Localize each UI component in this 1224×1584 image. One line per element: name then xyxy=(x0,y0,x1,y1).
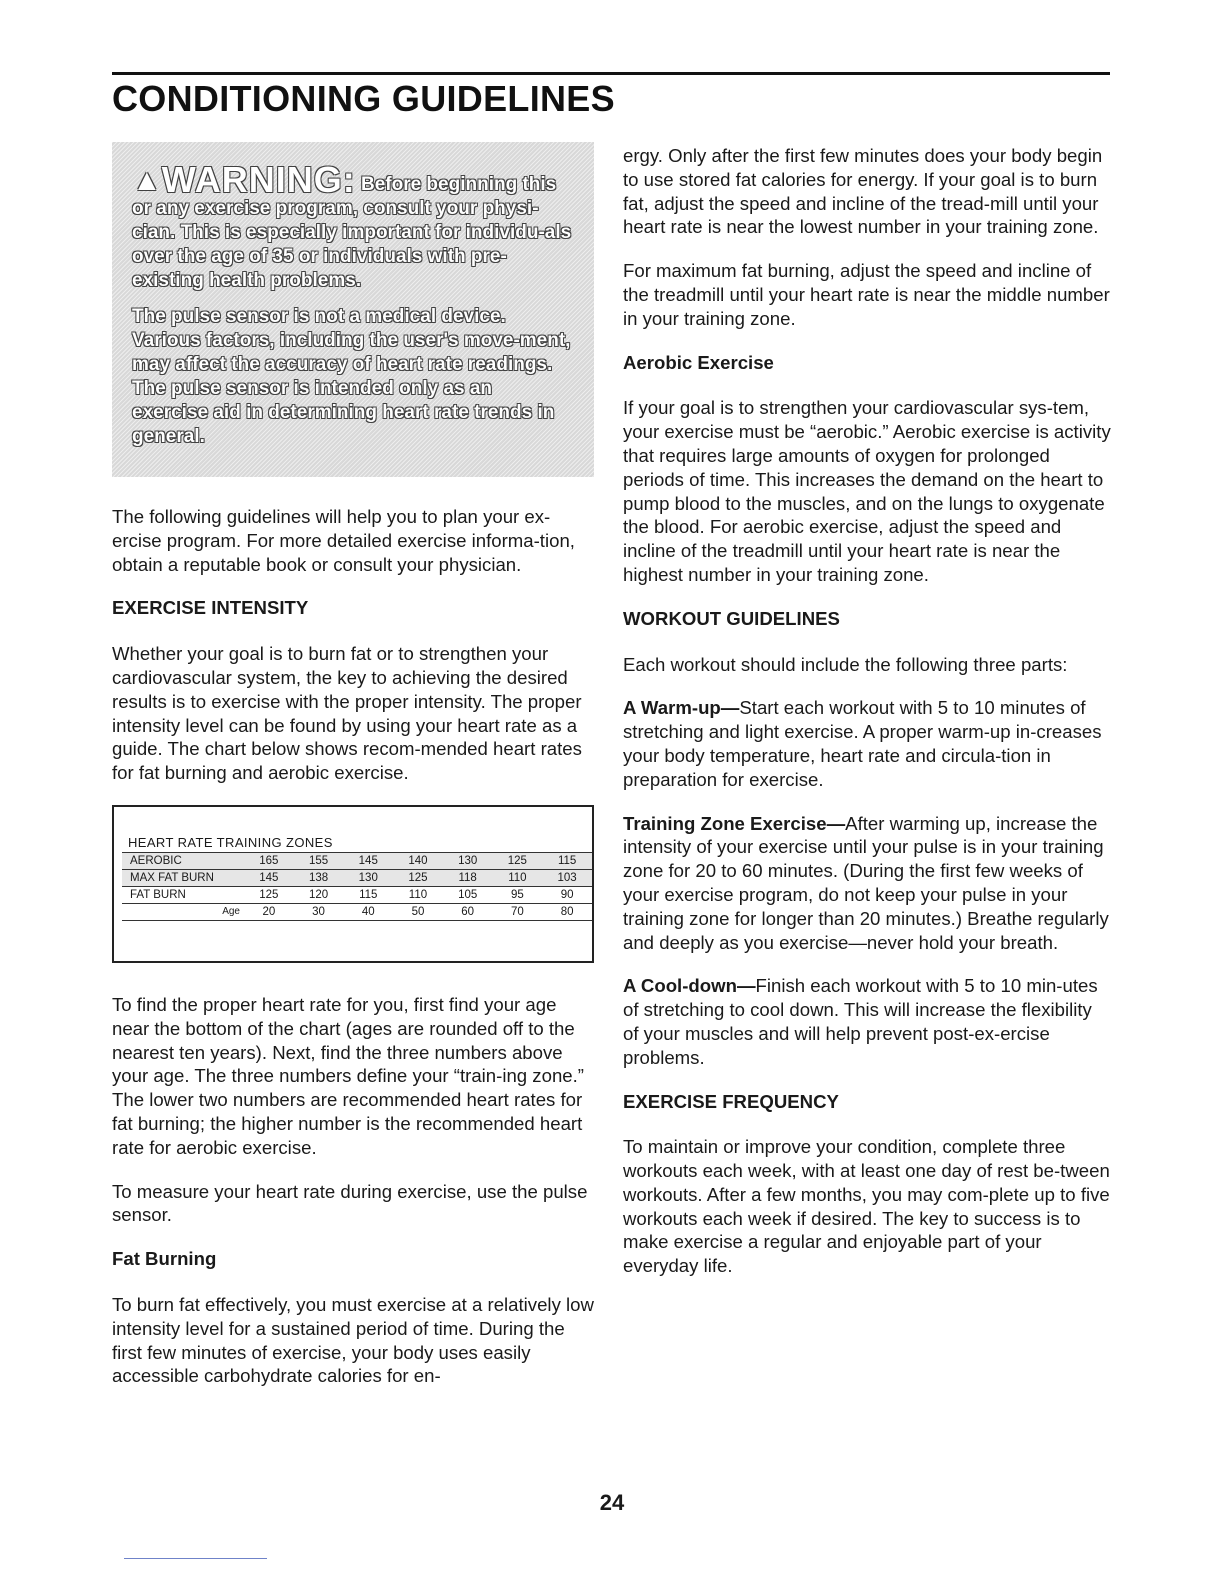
table-row-max-fat-burn xyxy=(122,869,592,886)
table-cell: 95 xyxy=(493,886,543,903)
table-row-age xyxy=(122,903,592,920)
training-zone-text: After warming up, increase the intensity of your exercise until your pulse is in your training zone for 20 to 60 minutes. (During the first few weeks of your exercise program, do not keep your pulse in your training zone for longer than 20 minutes.) Breathe regularly and deeply as you exercise—never hold your breath. xyxy=(623,812,1109,953)
cool-down-paragraph xyxy=(623,974,1111,1069)
training-zone-paragraph xyxy=(623,812,1111,955)
row-label-fat-burn: FAT BURN xyxy=(122,886,244,903)
warm-up-lead: A Warm-up— xyxy=(623,697,740,719)
warning-text-1: Before beginning this or any exercise program, consult your physi-cian. This is especially important for individu-als over the age of 35 or individuals with pre-existing health problems. xyxy=(132,174,572,291)
age-cell: 70 xyxy=(493,903,543,920)
page-number: 24 xyxy=(599,1490,625,1515)
title-rule xyxy=(112,72,1110,75)
age-cell: 30 xyxy=(294,903,344,920)
cool-down-text: Finish each workout with 5 to 10 min-utes of stretching to cool down. This will increase the flexibility of your muscles and will help prevent post-ex-ercise problems. xyxy=(623,975,1098,1068)
table-cell: 125 xyxy=(493,852,543,869)
fat-burning-paragraph-1-continued: ergy. Only after the first few minutes does your body begin to use stored fat calories for energy. If your goal is to burn fat, adjust the speed and incline of the tread-mill until your heart rate is near the lowest number in your training zone. xyxy=(623,145,1103,238)
heart-rate-table xyxy=(122,852,592,921)
warning-paragraph-2: The pulse sensor is not a medical device. Various factors, including the user's move-ment, may affect the accuracy of heart rate readings. The pulse sensor is intended only as an exercise aid in determining heart rate trends in general. xyxy=(132,306,571,447)
table-cell: 110 xyxy=(393,886,443,903)
table-cell: 105 xyxy=(443,886,493,903)
cool-down-lead: A Cool-down— xyxy=(623,975,756,997)
table-row-aerobic xyxy=(122,852,592,869)
table-row-fat-burn xyxy=(122,886,592,903)
workout-guidelines-heading: WORKOUT GUIDELINES xyxy=(623,607,840,629)
table-cell: 115 xyxy=(542,852,592,869)
table-cell: 90 xyxy=(542,886,592,903)
table-cell: 145 xyxy=(244,869,294,886)
row-label-aerobic: AEROBIC xyxy=(122,852,244,869)
table-cell: 115 xyxy=(343,886,393,903)
age-cell: 40 xyxy=(343,903,393,920)
fat-burning-paragraph-2: For maximum fat burning, adjust the speed and incline of the treadmill until your heart rate is near the middle number in your training zone. xyxy=(623,260,1110,329)
warning-word: WARNING: xyxy=(161,159,356,200)
table-cell: 125 xyxy=(393,869,443,886)
table-cell: 120 xyxy=(294,886,344,903)
left-column xyxy=(112,142,594,1408)
page-title: CONDITIONING GUIDELINES xyxy=(112,78,615,119)
exercise-intensity-heading: EXERCISE INTENSITY xyxy=(112,597,309,619)
age-cell: 50 xyxy=(393,903,443,920)
find-heart-rate-paragraph: To find the proper heart rate for you, first find your age near the bottom of the chart (ages are rounded off to the nearest ten years). Next, find the three numbers above your age. The three numbers define your “train-ing zone.” The lower two numbers are recommended heart rates for fat burning; the higher number is the recommended heart rate for aerobic exercise. xyxy=(112,993,584,1158)
exercise-intensity-paragraph: Whether your goal is to burn fat or to strengthen your cardiovascular system, the key to achieving the desired results is to exercise with the proper intensity. The proper intensity level can be found by using your heart rate as a guide. The chart below shows recom-mended heart rates for fat burning and aerobic exercise. xyxy=(112,643,582,784)
intro-paragraph: The following guidelines will help you to plan your ex-ercise program. For more detailed exercise informa-tion, obtain a reputable book or consult your physician. xyxy=(112,506,575,575)
footer-link-line xyxy=(124,1558,267,1559)
warning-paragraph-1 xyxy=(132,159,572,293)
warning-box xyxy=(112,142,594,477)
table-cell: 118 xyxy=(443,869,493,886)
age-cell: 60 xyxy=(443,903,493,920)
right-column xyxy=(623,144,1111,1298)
table-cell: 155 xyxy=(294,852,344,869)
table-cell: 125 xyxy=(244,886,294,903)
warm-up-paragraph xyxy=(623,696,1111,791)
fat-burning-heading: Fat Burning xyxy=(112,1248,217,1270)
age-cell: 20 xyxy=(244,903,294,920)
table-cell: 110 xyxy=(493,869,543,886)
exercise-frequency-heading: EXERCISE FREQUENCY xyxy=(623,1090,839,1112)
table-cell: 130 xyxy=(343,869,393,886)
aerobic-exercise-paragraph: If your goal is to strengthen your cardiovascular sys-tem, your exercise must be “aerobic.” Aerobic exercise is activity that requires large amounts of oxygen for prolonged periods of time. This increases the demand on the heart to pump blood to the muscles, and on the lungs to oxygenate the blood. For aerobic exercise, adjust the speed and incline of the treadmill until your heart rate is near the highest number in your training zone. xyxy=(623,397,1111,585)
table-cell: 145 xyxy=(343,852,393,869)
exercise-frequency-paragraph: To maintain or improve your condition, complete three workouts each week, with at least one day of rest be-tween workouts. After a few months, you may com-plete up to five workouts each week if desired. The key to success is to make exercise a regular and enjoyable part of your everyday life. xyxy=(623,1136,1110,1277)
table-cell: 103 xyxy=(542,869,592,886)
table-cell: 138 xyxy=(294,869,344,886)
age-label: Age xyxy=(122,903,244,920)
table-cell: 140 xyxy=(393,852,443,869)
chart-title: HEART RATE TRAINING ZONES xyxy=(128,834,333,850)
age-cell: 80 xyxy=(542,903,592,920)
training-zone-lead: Training Zone Exercise— xyxy=(623,812,846,834)
measure-heart-rate-paragraph: To measure your heart rate during exercise, use the pulse sensor. xyxy=(112,1180,588,1226)
warning-triangle-icon: ▲ xyxy=(132,164,162,197)
table-cell: 165 xyxy=(244,852,294,869)
aerobic-exercise-heading: Aerobic Exercise xyxy=(623,351,774,373)
heart-rate-chart xyxy=(112,805,594,963)
table-cell: 130 xyxy=(443,852,493,869)
warm-up-text: Start each workout with 5 to 10 minutes of stretching and light exercise. A proper warm-up in-creases your body temperature, heart rate and circula-tion in preparation for exercise. xyxy=(623,697,1102,790)
workout-intro-paragraph: Each workout should include the following three parts: xyxy=(623,653,1068,675)
fat-burning-paragraph-1: To burn fat effectively, you must exercise at a relatively low intensity level for a sustained period of time. During the first few minutes of exercise, your body uses easily accessible carbohydrate calories for en- xyxy=(112,1293,594,1387)
row-label-max-fat-burn: MAX FAT BURN xyxy=(122,869,244,886)
